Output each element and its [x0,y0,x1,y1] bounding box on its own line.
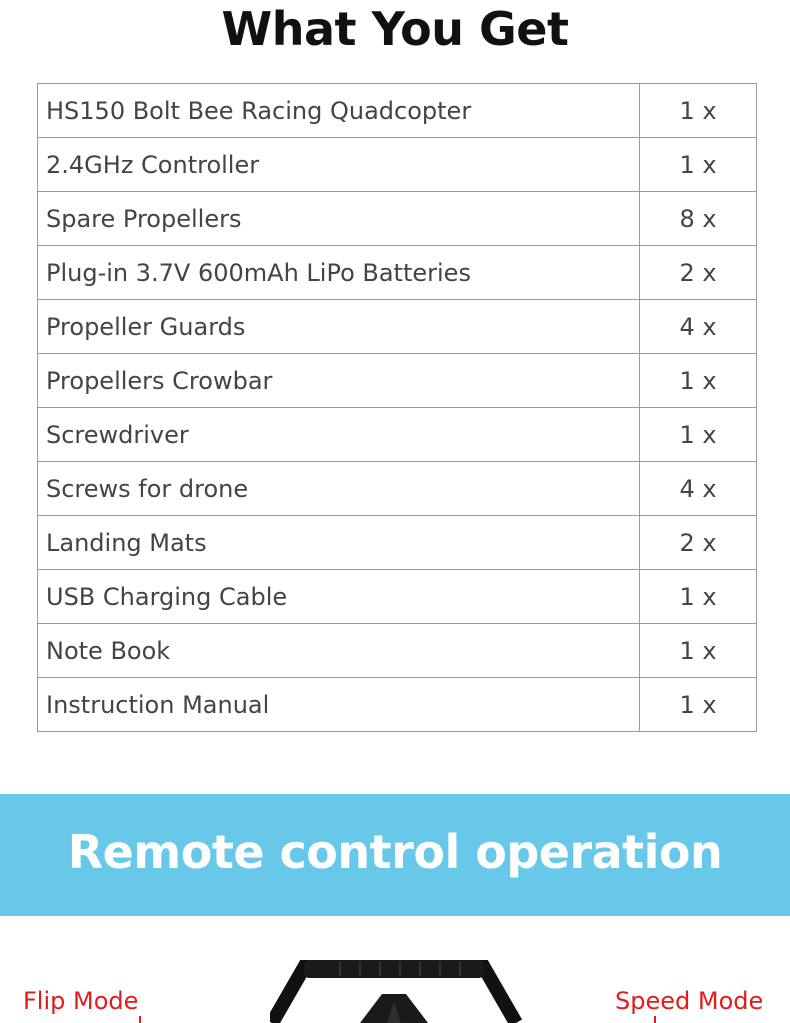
table-row [38,138,757,192]
banner-title: Remote control operation [67,825,723,879]
table-row [38,624,757,678]
table-row [38,246,757,300]
item-name: 2.4GHz Controller [38,138,640,192]
table-row [38,408,757,462]
item-quantity: 4 x [640,462,757,516]
item-name: HS150 Bolt Bee Racing Quadcopter [38,84,640,138]
table-row [38,462,757,516]
table-row [38,300,757,354]
item-quantity: 2 x [640,516,757,570]
item-quantity: 1 x [640,624,757,678]
item-quantity: 1 x [640,408,757,462]
table-row [38,516,757,570]
item-quantity: 8 x [640,192,757,246]
section-banner [0,794,790,916]
table-row [38,192,757,246]
item-name: Screws for drone [38,462,640,516]
item-quantity: 1 x [640,354,757,408]
table-row [38,570,757,624]
item-quantity: 1 x [640,138,757,192]
item-name: Propellers Crowbar [38,354,640,408]
table-row [38,84,757,138]
speed-mode-label: Speed Mode [615,987,764,1015]
item-quantity: 1 x [640,570,757,624]
item-name: Propeller Guards [38,300,640,354]
item-name: Landing Mats [38,516,640,570]
item-quantity: 4 x [640,300,757,354]
table-row [38,678,757,732]
item-name: Screwdriver [38,408,640,462]
item-quantity: 1 x [640,84,757,138]
table-row [38,354,757,408]
item-name: Spare Propellers [38,192,640,246]
item-name: USB Charging Cable [38,570,640,624]
item-quantity: 1 x [640,678,757,732]
package-contents-table [37,83,757,732]
flip-mode-label: Flip Mode [23,987,139,1015]
item-quantity: 2 x [640,246,757,300]
item-name: Plug-in 3.7V 600mAh LiPo Batteries [38,246,640,300]
controller-icon [270,960,530,1023]
item-name: Instruction Manual [38,678,640,732]
page-title: What You Get [221,2,569,56]
speed-mode-leader-line [654,1016,664,1023]
item-name: Note Book [38,624,640,678]
flip-mode-leader-line [139,1016,149,1023]
